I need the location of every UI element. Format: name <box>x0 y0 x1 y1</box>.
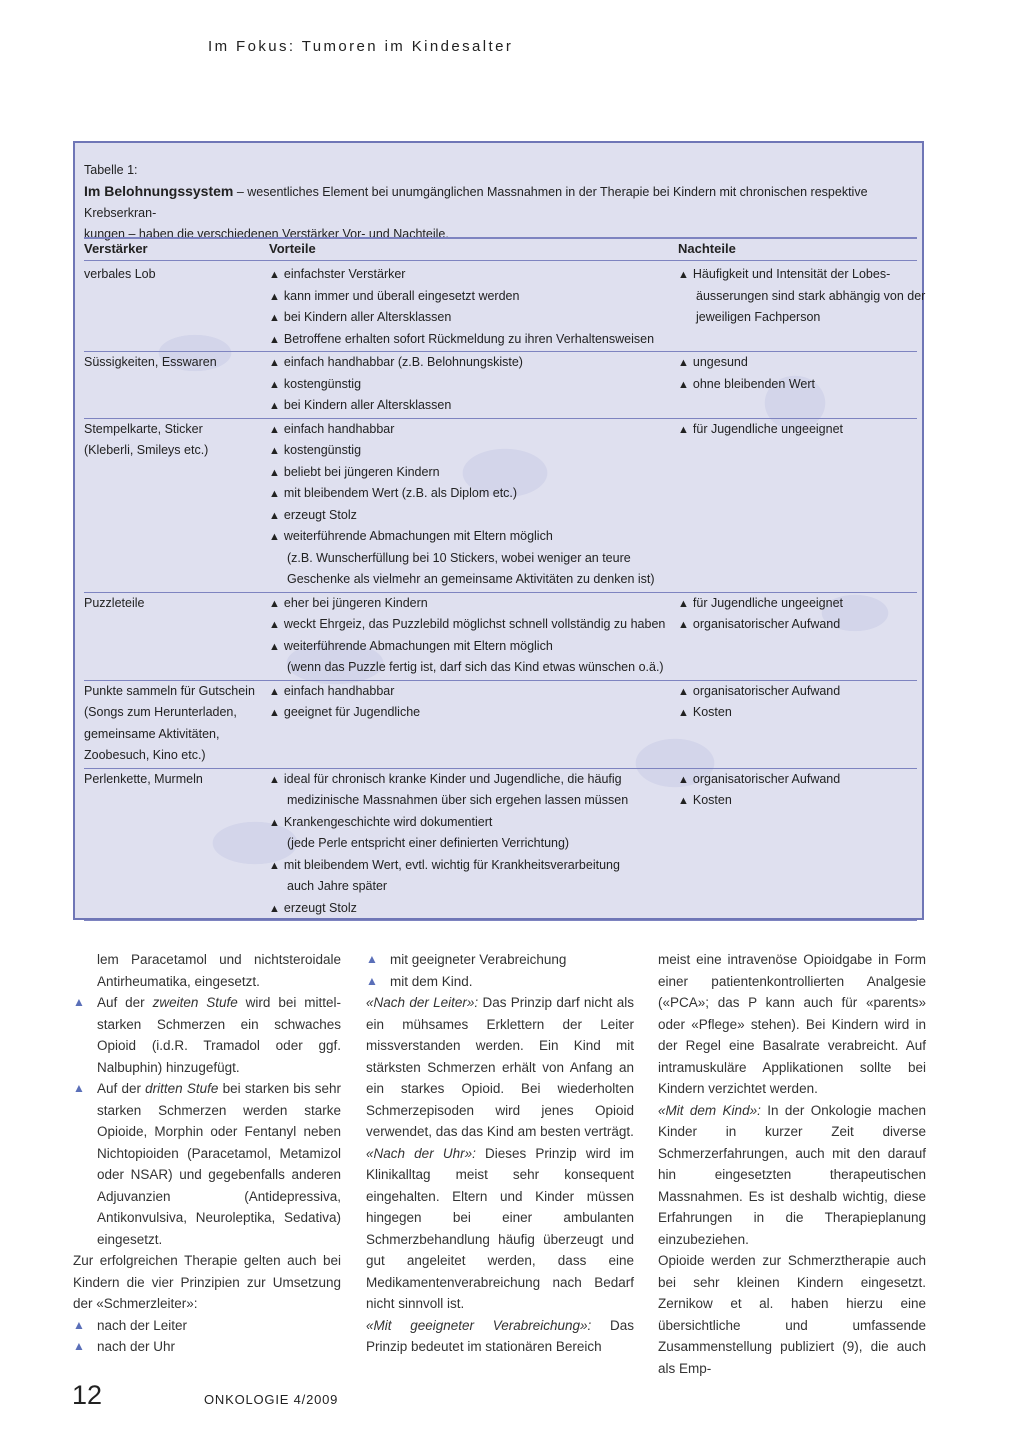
table-cell-nachteile <box>678 419 843 442</box>
triangle-bullet-icon: ▲ <box>269 531 280 543</box>
triangle-bullet-icon: ▲ <box>678 619 689 631</box>
cell-text: geeignet für Jugendliche <box>283 705 421 719</box>
table-cell-nachteile <box>678 681 840 704</box>
cell-text: Krankengeschichte wird dokumentiert <box>283 814 493 829</box>
table-cell-vorteile <box>269 790 628 812</box>
text-column-3 <box>658 949 926 1379</box>
table-cell-vorteile <box>269 657 664 679</box>
table-cell-vorteile <box>269 505 357 528</box>
table-cell-verstaerker <box>84 702 237 724</box>
cell-text: kostengünstig <box>283 376 362 391</box>
triangle-bullet-icon: ▲ <box>678 378 689 391</box>
table-cell-vorteile <box>269 307 451 330</box>
cell-text: organisatorischer Aufwand <box>692 683 841 698</box>
cell-text: erzeugt Stolz <box>283 507 357 522</box>
cell-text: einfach handhabbar <box>283 421 395 436</box>
triangle-bullet-icon: ▲ <box>269 816 280 829</box>
table-caption <box>84 181 920 245</box>
cell-text: (jede Perle entspricht einer definierten Verrichtung) <box>287 836 570 850</box>
page-number: 12 <box>72 1380 103 1410</box>
triangle-bullet-icon: ▲ <box>73 1081 85 1095</box>
triangle-bullet-icon: ▲ <box>269 619 280 631</box>
paragraph: «Nach der Uhr»: Dieses Prinzip wird im Klinikalltag meist sehr konsequent eingehalten. Eltern und Kinder müssen hingegen bei einer ambulanten Schmerzbehandlung häufig überzeugt und gut angeleitet werden, dass eine Medikamentenverabreichung nach Bedarf nicht sinnvoll ist. <box>366 1145 634 1311</box>
cell-text: (wenn das Puzzle fertig ist, darf sich das Kind etwas wünschen o.ä.) <box>287 660 664 674</box>
cell-text: auch Jahre später <box>287 879 388 893</box>
table-label: Tabelle 1: <box>84 163 138 177</box>
table-cell-nachteile <box>678 790 732 813</box>
cell-text: (Kleberli, Smileys etc.) <box>84 443 209 457</box>
table-cell-vorteile <box>269 462 440 485</box>
table-cell-nachteile <box>678 593 843 616</box>
triangle-bullet-icon: ▲ <box>269 640 280 653</box>
triangle-bullet-icon: ▲ <box>269 445 280 457</box>
cell-text: ungesund <box>692 355 748 369</box>
paragraph: «Nach der Leiter»: Das Prinzip darf nicht als ein mühsames Erklettern der Leiter missverstanden werden. Ein Kind mit stärksten Schmerzen erhält von Anfang an ein starkes Opioid. Bei wiederholten Schmerzepisoden wird jenes Opioid verwendet, das das Kind am besten verträgt. <box>366 995 634 1139</box>
list-item: ▲ nach der Leiter <box>73 1315 341 1337</box>
table-cell-nachteile <box>678 307 820 329</box>
triangle-bullet-icon: ▲ <box>366 952 378 966</box>
col-header-vorteile: Vorteile <box>269 241 316 256</box>
triangle-bullet-icon: ▲ <box>366 973 378 988</box>
text-column-2 <box>366 949 634 1358</box>
triangle-bullet-icon: ▲ <box>678 773 689 786</box>
col-header-verstaerker: Verstärker <box>84 241 148 256</box>
triangle-bullet-icon: ▲ <box>73 1339 85 1353</box>
table-cell-vorteile <box>269 329 654 352</box>
cell-text: Zoobesuch, Kino etc.) <box>84 748 206 762</box>
paragraph: lem Paracetamol und nichtsteroidale Antirheumatika, eingesetzt. <box>97 952 341 989</box>
triangle-bullet-icon: ▲ <box>269 488 280 500</box>
cell-text: äusserungen sind stark abhängig von der <box>696 288 926 303</box>
cell-text: mit bleibendem Wert (z.B. als Diplom etc.) <box>283 486 518 500</box>
triangle-bullet-icon: ▲ <box>269 423 280 436</box>
list-item: ▲ nach der Uhr <box>73 1336 341 1358</box>
table-cell-verstaerker <box>84 352 217 374</box>
cell-text: eher bei jüngeren Kindern <box>283 595 428 610</box>
triangle-bullet-icon: ▲ <box>269 859 280 872</box>
table-cell-vorteile <box>269 483 517 506</box>
cell-text: weiterführende Abmachungen mit Eltern möglich <box>283 529 553 543</box>
cell-text: weiterführende Abmachungen mit Eltern möglich <box>283 638 553 653</box>
cell-text: Betroffene erhalten sofort Rückmeldung zu ihren Verhaltensweisen <box>283 331 655 346</box>
cell-text: Perlenkette, Murmeln <box>84 771 203 786</box>
cell-text: kann immer und überall eingesetzt werden <box>283 288 520 303</box>
table-cell-vorteile <box>269 681 394 704</box>
table-cell-vorteile <box>269 855 620 878</box>
triangle-bullet-icon: ▲ <box>269 357 280 369</box>
table-caption-line2: kungen – haben die verschiedenen Verstärker Vor- und Nachteile. <box>84 227 449 241</box>
cell-text: einfach handhabbar (z.B. Belohnungskiste) <box>283 355 523 369</box>
triangle-bullet-icon: ▲ <box>678 795 689 807</box>
cell-text: (Songs zum Herunterladen, <box>84 705 237 719</box>
triangle-bullet-icon: ▲ <box>678 597 689 610</box>
cell-text: organisatorischer Aufwand <box>692 617 841 631</box>
table-cell-vorteile <box>269 264 405 287</box>
table-cell-nachteile <box>678 769 840 792</box>
table-cell-vorteile <box>269 395 451 418</box>
table-cell-verstaerker <box>84 264 156 286</box>
table-cell-nachteile <box>678 352 748 375</box>
table-cell-nachteile <box>678 286 925 308</box>
running-header: Im Fokus: Tumoren im Kindesalter <box>208 38 514 55</box>
table-cell-vorteile <box>269 526 553 549</box>
table-cell-vorteile <box>269 548 631 570</box>
cell-text: (z.B. Wunscherfüllung bei 10 Stickers, wobei weniger an teure <box>287 550 631 565</box>
col-header-nachteile: Nachteile <box>678 241 736 256</box>
triangle-bullet-icon: ▲ <box>269 312 280 324</box>
table-cell-vorteile <box>269 833 569 855</box>
table-cell-nachteile <box>678 702 732 725</box>
table-cell-vorteile <box>269 593 428 616</box>
triangle-bullet-icon: ▲ <box>269 378 280 391</box>
triangle-bullet-icon: ▲ <box>269 773 280 786</box>
cell-text: ohne bleibenden Wert <box>692 376 815 391</box>
table-cell-vorteile <box>269 636 553 659</box>
cell-text: Kosten <box>692 793 732 807</box>
triangle-bullet-icon: ▲ <box>73 995 85 1009</box>
cell-text: Punkte sammeln für Gutschein <box>84 683 255 698</box>
cell-text: organisatorischer Aufwand <box>692 771 841 786</box>
paragraph: «Mit geeigneter Verabreichung»: Das Prinzip bedeutet im stationären Bereich <box>366 1317 634 1354</box>
cell-text: bei Kindern aller Altersklassen <box>283 398 452 412</box>
header-bottom-rule <box>84 260 917 261</box>
row-divider <box>84 920 917 921</box>
cell-text: Kosten <box>692 705 732 719</box>
cell-text: einfach handhabbar <box>283 683 395 698</box>
triangle-bullet-icon: ▲ <box>269 290 280 303</box>
triangle-bullet-icon: ▲ <box>269 902 280 915</box>
triangle-bullet-icon: ▲ <box>269 466 280 479</box>
triangle-bullet-icon: ▲ <box>678 423 689 436</box>
list-item: ▲ Auf der zweiten Stufe wird bei mittel-starken Schmerzen ein schwaches Opioid (i.d.R. Tramadol oder ggf. Nalbuphin) hinzugefügt. <box>73 992 341 1078</box>
cell-text: bei Kindern aller Altersklassen <box>283 310 452 324</box>
paragraph: Zur erfolgreichen Therapie gelten auch bei Kindern die vier Prinzipien zur Umsetzung der «Schmerzleiter»: <box>73 1253 341 1311</box>
triangle-bullet-icon: ▲ <box>678 685 689 698</box>
list-item: ▲ Auf der dritten Stufe bei starken bis sehr starken Schmerzen werden starke Opioide, Morphin oder Fentanyl neben Nichtopioiden (Paracetamol, Metamizol oder NSAR) und gegebenfalls anderen Adjuvanzien (Antidepressiva, Antikonvulsiva, Neuroleptika, Sedativa) eingesetzt. <box>73 1078 341 1250</box>
cell-text: einfachster Verstärker <box>283 267 406 281</box>
triangle-bullet-icon: ▲ <box>678 269 689 281</box>
table-cell-vorteile <box>269 769 622 792</box>
cell-text: für Jugendliche ungeeignet <box>692 595 844 610</box>
cell-text: erzeugt Stolz <box>283 900 357 915</box>
table-cell-vorteile <box>269 569 655 591</box>
table-cell-vorteile <box>269 440 361 463</box>
paragraph: «Mit dem Kind»: In der Onkologie machen Kinder in kurzer Zeit diverse Schmerzerfahrungen, auch mit den darauf hin eingesetzten therapeutischen Massnahmen. Es ist deshalb wichtig, diese Erfahrungen in die Therapieplanung einzubeziehen. <box>658 1102 927 1247</box>
table-cell-vorteile <box>269 374 361 397</box>
triangle-bullet-icon: ▲ <box>678 707 689 719</box>
table-cell-vorteile <box>269 419 394 442</box>
triangle-bullet-icon: ▲ <box>678 357 689 369</box>
cell-text: Puzzleteile <box>84 595 145 610</box>
list-item: ▲ mit geeigneter Verabreichung <box>366 949 634 971</box>
table-cell-verstaerker <box>84 724 220 746</box>
triangle-bullet-icon: ▲ <box>269 597 280 610</box>
table-cell-vorteile <box>269 812 492 835</box>
table-cell-vorteile <box>269 352 523 375</box>
triangle-bullet-icon: ▲ <box>269 333 280 346</box>
triangle-bullet-icon: ▲ <box>73 1317 85 1332</box>
table-title: Im Belohnungssystem <box>84 183 234 199</box>
table-cell-vorteile <box>269 876 387 898</box>
cell-text: kostengünstig <box>283 443 362 457</box>
list-item: ▲ mit dem Kind. <box>366 971 634 993</box>
cell-text: Süssigkeiten, Esswaren <box>84 355 217 369</box>
cell-text: Häufigkeit und Intensität der Lobes- <box>692 267 891 281</box>
triangle-bullet-icon: ▲ <box>269 400 280 412</box>
table-cell-verstaerker <box>84 681 255 703</box>
table-cell-nachteile <box>678 614 840 637</box>
table-caption-rest: – wesentliches Element bei unumgänglichen Massnahmen in der Therapie bei Kindern mit chronischen respektive Krebserkran- <box>84 185 868 220</box>
table-cell-vorteile <box>269 702 420 725</box>
journal-name: ONKOLOGIE 4/2009 <box>204 1392 339 1407</box>
table-cell-verstaerker <box>84 593 144 615</box>
table-cell-nachteile <box>678 374 815 397</box>
cell-text: beliebt bei jüngeren Kindern <box>283 464 440 479</box>
table-box <box>73 141 924 920</box>
table-cell-verstaerker <box>84 419 203 441</box>
cell-text: gemeinsame Aktivitäten, <box>84 726 220 741</box>
text-column-1 <box>73 949 341 1358</box>
cell-text: Geschenke als vielmehr an gemeinsame Aktivitäten zu denken ist) <box>287 572 655 586</box>
table-cell-verstaerker <box>84 769 203 791</box>
table-cell-vorteile <box>269 898 357 921</box>
cell-text: für Jugendliche ungeeignet <box>692 421 844 436</box>
table-cell-verstaerker <box>84 440 208 462</box>
cell-text: verbales Lob <box>84 267 156 281</box>
header-rule <box>84 237 917 239</box>
cell-text: mit bleibendem Wert, evtl. wichtig für Krankheitsverarbeitung <box>283 857 620 872</box>
triangle-bullet-icon: ▲ <box>269 509 280 522</box>
cell-text: ideal für chronisch kranke Kinder und Jugendliche, die häufig <box>283 771 622 786</box>
table-cell-verstaerker <box>84 745 206 767</box>
cell-text: jeweiligen Fachperson <box>696 310 821 324</box>
triangle-bullet-icon: ▲ <box>269 269 280 281</box>
triangle-bullet-icon: ▲ <box>269 685 280 698</box>
cell-text: Stempelkarte, Sticker <box>84 421 203 436</box>
cell-text: weckt Ehrgeiz, das Puzzlebild möglichst schnell vollständig zu haben <box>283 617 666 631</box>
paragraph: Opioide werden zur Schmerztherapie auch bei sehr kleinen Kindern eingesetzt. Zernikow et al. haben hierzu eine übersichtliche und umfassende Zusammenstellung publiziert (9), die auch als Emp- <box>658 1253 926 1376</box>
triangle-bullet-icon: ▲ <box>269 707 280 719</box>
table-cell-vorteile <box>269 286 519 309</box>
table-cell-nachteile <box>678 264 890 287</box>
cell-text: medizinische Massnahmen über sich ergehen lassen müssen <box>287 793 629 807</box>
table-cell-vorteile <box>269 614 665 637</box>
paragraph: meist eine intravenöse Opioidgabe in Form einer patientenkontrollierten Analgesie («PCA»; das P kann auch für «parents» oder «Pflege» stehen). Bei Kindern wird in der Regel eine Basalrate verabreicht. Auf intramuskuläre Applikationen sollte bei Kindern verzichtet werden. <box>658 952 926 1096</box>
